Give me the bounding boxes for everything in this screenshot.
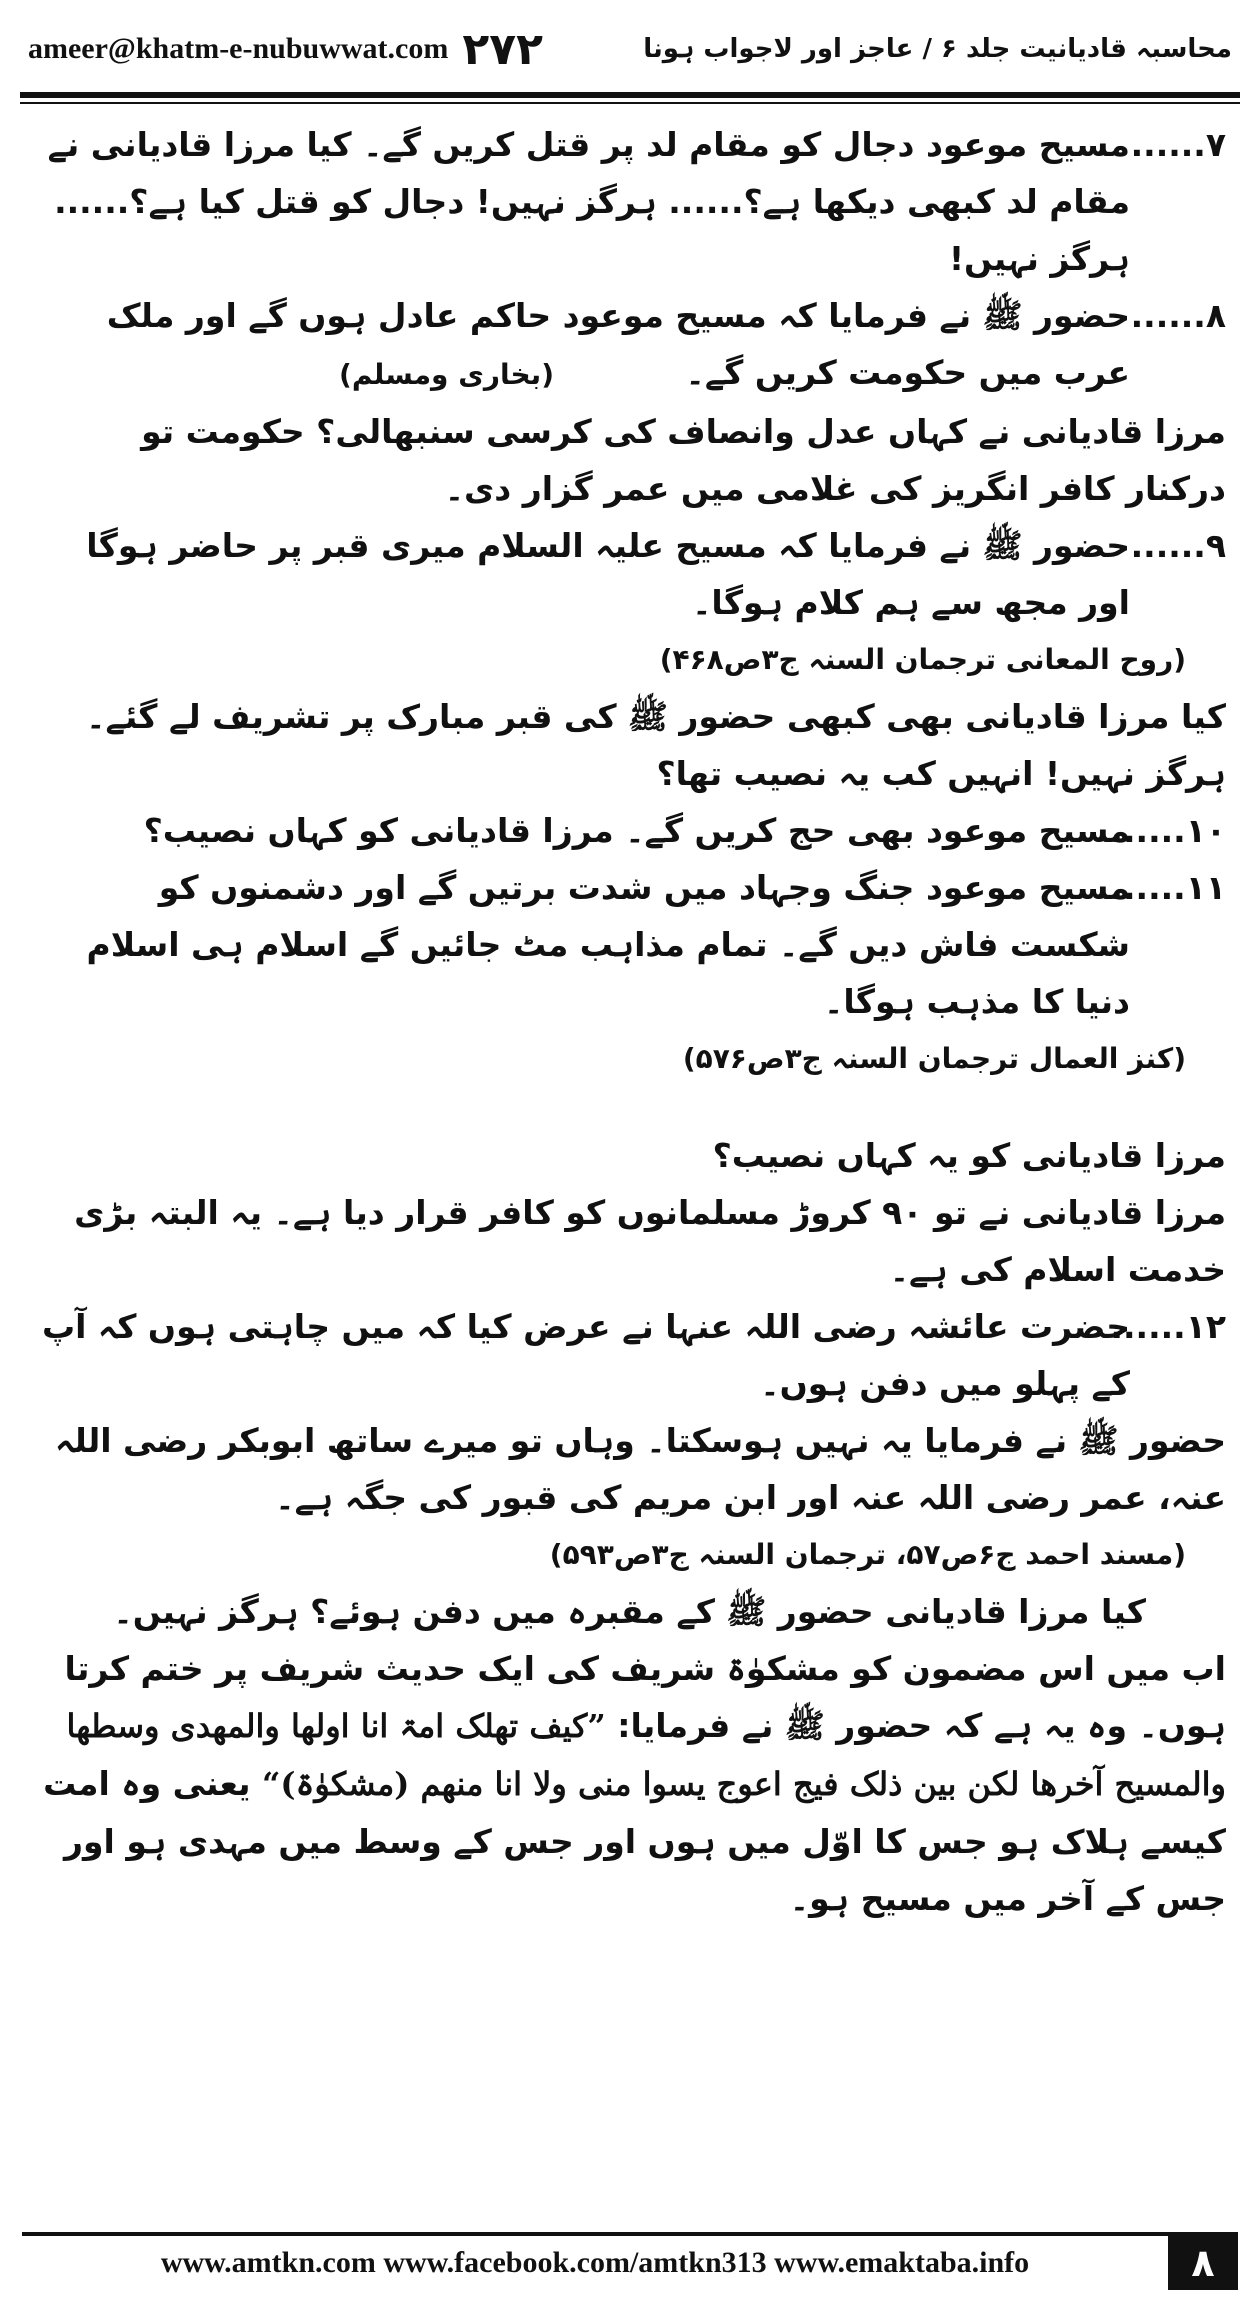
page-header <box>28 18 1232 80</box>
item-text: حضور ﷺ نے فرمایا کہ مسیح علیہ السلام میری قبر پر حاضر ہوگا اور مجھ سے ہم کلام ہوگا۔ <box>86 526 1130 622</box>
list-item-8 <box>34 287 1226 403</box>
paragraph: کیا مرزا قادیانی حضور ﷺ کے مقبرہ میں دفن ہوئے؟ ہرگز نہیں۔ <box>113 1592 1146 1631</box>
item-text <box>34 287 1130 403</box>
item-text: حضرت عائشہ رضی اللہ عنہا نے عرض کیا کہ میں چاہتی ہوں کہ آپ کے پہلو میں دفن ہوں۔ <box>41 1307 1130 1403</box>
reference: (روح المعانی ترجمان السنہ ج۳ص۴۶۸) <box>659 643 1186 676</box>
item-text: مسیح موعود بھی حج کریں گے۔ مرزا قادیانی کو کہاں نصیب؟ <box>143 811 1130 850</box>
item-number: ۱۱...... <box>1110 868 1226 907</box>
item-number: ۹...... <box>1130 526 1226 565</box>
list-item-12 <box>34 1298 1226 1412</box>
paragraph: حضور ﷺ نے فرمایا یہ نہیں ہوسکتا۔ وہاں تو میرے ساتھ ابوبکر رضی اللہ عنہ، عمر رضی اللہ عنہ اور ابن مریم کی قبور کی جگہ ہے۔ <box>55 1421 1226 1517</box>
reference: (کنز العمال ترجمان السنہ ج۳ص۵۷۶) <box>682 1042 1186 1075</box>
hadith-translation: یعنی وہ امت کیسے ہلاک ہو جس کا اوّل میں ہوں اور جس کے وسط میں مہدی ہو اور جس کے آخر میں مسیح ہو۔ <box>43 1764 1226 1918</box>
paragraph: کیا مرزا قادیانی بھی کبھی حضور ﷺ کی قبر مبارک پر تشریف لے گئے۔ ہرگز نہیں! انہیں کب یہ نصیب تھا؟ <box>86 697 1226 793</box>
spacer <box>34 1087 1226 1127</box>
header-left <box>28 24 543 75</box>
item-text: مسیح موعود دجال کو مقام لد پر قتل کریں گے۔ کیا مرزا قادیانی نے مقام لد کبھی دیکھا ہے؟...... ہرگز نہیں! دجال کو قتل کیا ہے؟...... ہرگز نہیں! <box>47 125 1130 278</box>
book-title: محاسبہ قادیانیت جلد ۶ / عاجز اور لاجواب ہونا <box>643 34 1232 64</box>
list-item-11 <box>34 859 1226 1030</box>
paragraph: مرزا قادیانی نے تو ۹۰ کروڑ مسلمانوں کو کافر قرار دیا ہے۔ یہ البتہ بڑی خدمت اسلام کی ہے۔ <box>74 1193 1226 1289</box>
item-number: ۱۰...... <box>1110 811 1226 850</box>
page-footer <box>22 2232 1238 2290</box>
list-item-7 <box>34 116 1226 287</box>
header-rule-thick <box>20 92 1240 98</box>
item-number: ۷...... <box>1130 125 1226 164</box>
item-text-body: حضور ﷺ نے فرمایا کہ مسیح موعود حاکم عادل ہوں گے اور ملک عرب میں حکومت کریں گے۔ <box>106 296 1130 392</box>
item-text: مسیح موعود جنگ وجہاد میں شدت برتیں گے اور دشمنوں کو شکست فاش دیں گے۔ تمام مذاہب مٹ جائیں گے اسلام ہی اسلام دنیا کا مذہب ہوگا۔ <box>86 868 1130 1021</box>
paragraph: مرزا قادیانی کو یہ کہاں نصیب؟ <box>712 1136 1226 1175</box>
header-email[interactable]: ameer@khatm-e-nubuwwat.com <box>28 32 449 65</box>
list-item-9 <box>34 517 1226 631</box>
header-rule-thin <box>20 102 1240 104</box>
hadith-arabic: ”کیف تھلک امۃ انا اولھا والمھدی وسطھا والمسیح آخرھا لکن بین ذلک فیج اعوج یسوا منی ولا انا منھم (مشکوٰۃ)“ <box>66 1707 1226 1803</box>
paragraph <box>34 1640 1226 1927</box>
reference: (مسند احمد ج۶ص۵۷، ترجمان السنہ ج۳ص۵۹۳) <box>549 1538 1186 1571</box>
item-number: ۸...... <box>1130 296 1226 335</box>
page-number: ۲۷۲ <box>462 23 543 75</box>
paragraph: مرزا قادیانی نے کہاں عدل وانصاف کی کرسی سنبھالی؟ حکومت تو درکنار کافر انگریز کی غلامی میں عمر گزار دی۔ <box>141 412 1226 508</box>
page-content <box>34 116 1226 1927</box>
closing-intro: اب میں اس مضمون کو مشکوٰۃ شریف کی ایک حدیث شریف پر ختم کرتا ہوں۔ وہ یہ ہے کہ حضور ﷺ نے فرمایا: <box>64 1649 1226 1745</box>
reference: (بخاری ومسلم) <box>339 358 554 391</box>
item-number: ۱۲...... <box>1110 1307 1226 1346</box>
list-item-10 <box>34 802 1226 859</box>
footer-links[interactable]: www.amtkn.com www.facebook.com/amtkn313 www.emaktaba.info <box>160 2246 1030 2279</box>
footer-number-box: ۸ <box>1168 2236 1238 2290</box>
